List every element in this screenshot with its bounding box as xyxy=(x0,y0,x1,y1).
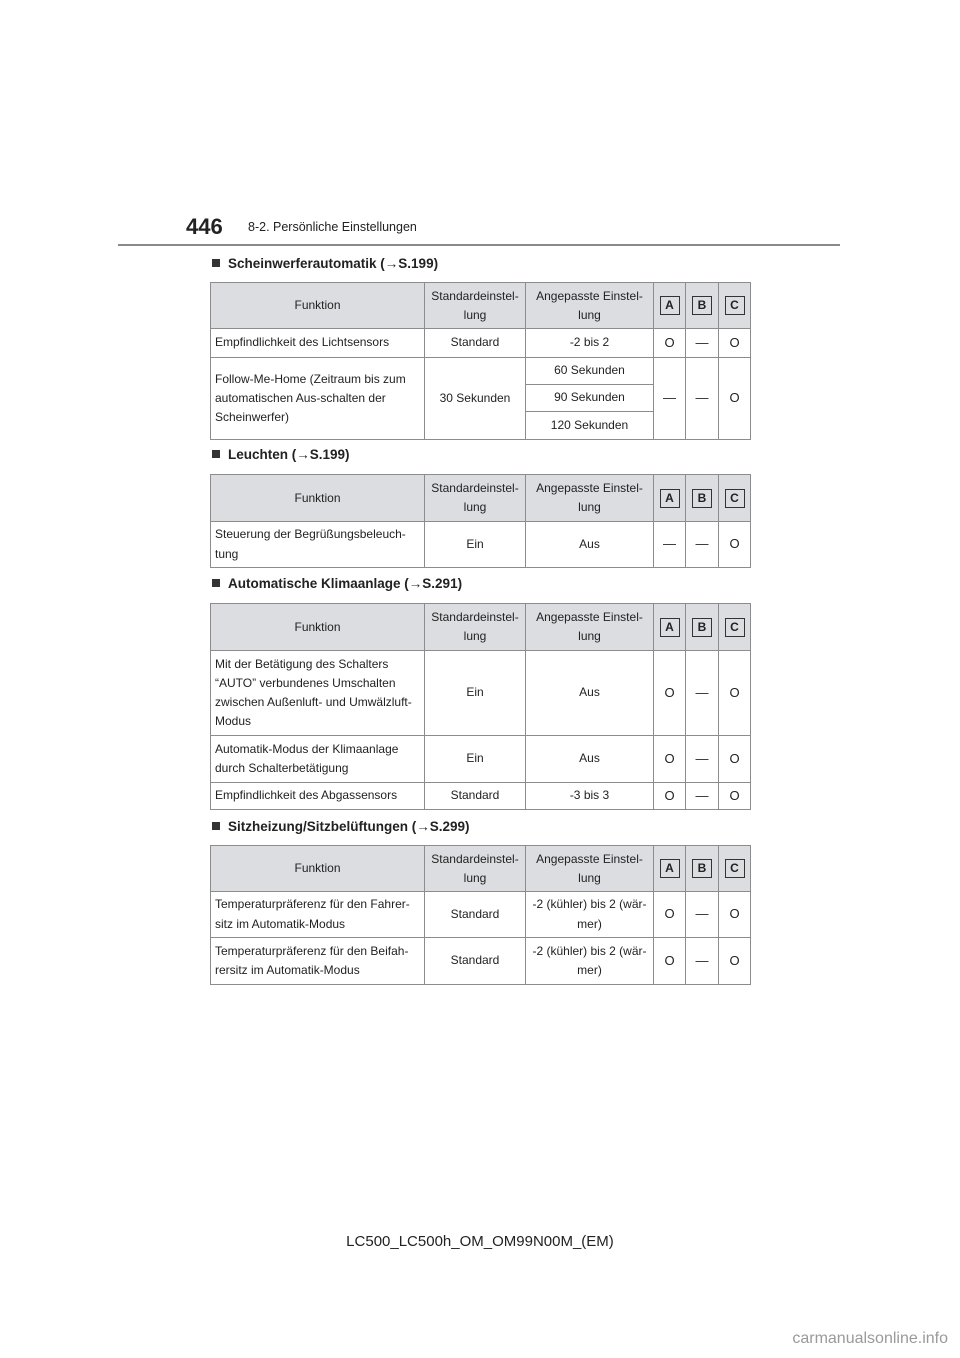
section-heading xyxy=(212,256,438,271)
cell-default: Standard xyxy=(425,329,526,358)
header-default: Standardeinstel-lung xyxy=(425,283,526,329)
header-custom: Angepasste Einstel-lung xyxy=(526,604,654,651)
cell-a: O xyxy=(654,892,686,938)
watermark: carmanualsonline.info xyxy=(792,1330,948,1347)
table-row xyxy=(211,892,751,938)
square-bullet-icon xyxy=(212,259,220,267)
section-heading-text: Scheinwerferautomatik (→S.199) xyxy=(228,256,439,271)
cell-custom: 60 Sekunden xyxy=(526,358,654,385)
cell-function: Empfindlichkeit des Lichtsensors xyxy=(211,329,425,358)
header-custom: Angepasste Einstel-lung xyxy=(526,846,654,892)
header-default: Standardeinstel-lung xyxy=(425,604,526,651)
cell-custom: Aus xyxy=(526,736,654,783)
cell-function: Temperaturpräferenz für den Fahrer-sitz im Automatik-Modus xyxy=(211,892,425,938)
cell-b: — xyxy=(686,892,719,938)
cell-b: — xyxy=(686,358,719,440)
cell-a: — xyxy=(654,358,686,440)
cell-c: O xyxy=(719,938,751,985)
cell-function: Mit der Betätigung des Schalters “AUTO” verbundenes Umschalten zwischen Außenluft- und Umwälzluft-Modus xyxy=(211,651,425,736)
cell-c: O xyxy=(719,522,751,568)
cell-c: O xyxy=(719,329,751,358)
cell-custom: 90 Sekunden xyxy=(526,385,654,412)
badge-a: A xyxy=(660,296,680,315)
table-row xyxy=(211,651,751,736)
badge-c: C xyxy=(725,489,745,508)
header-c xyxy=(719,475,751,522)
cell-custom: Aus xyxy=(526,522,654,568)
cell-custom: -2 (kühler) bis 2 (wär-mer) xyxy=(526,938,654,985)
header-c xyxy=(719,283,751,329)
table-row xyxy=(211,329,751,358)
cell-b: — xyxy=(686,736,719,783)
header-a xyxy=(654,604,686,651)
document-code: LC500_LC500h_OM_OM99N00M_(EM) xyxy=(346,1233,614,1250)
section-heading xyxy=(212,447,350,462)
table-row xyxy=(211,783,751,810)
section-heading xyxy=(212,576,462,591)
cell-default: 30 Sekunden xyxy=(425,358,526,440)
badge-b: B xyxy=(692,489,712,508)
cell-a: — xyxy=(654,522,686,568)
cell-c: O xyxy=(719,892,751,938)
header-function: Funktion xyxy=(211,846,425,892)
header-custom: Angepasste Einstel-lung xyxy=(526,283,654,329)
header-b xyxy=(686,846,719,892)
cell-default: Ein xyxy=(425,522,526,568)
cell-default: Ein xyxy=(425,651,526,736)
table-row xyxy=(211,358,751,385)
header-a xyxy=(654,283,686,329)
cell-function: Empfindlichkeit des Abgassensors xyxy=(211,783,425,810)
cell-a: O xyxy=(654,651,686,736)
table-row xyxy=(211,938,751,985)
badge-c: C xyxy=(725,859,745,878)
cell-default: Standard xyxy=(425,938,526,985)
header-b xyxy=(686,604,719,651)
badge-c: C xyxy=(725,296,745,315)
header-a xyxy=(654,475,686,522)
cell-default: Standard xyxy=(425,892,526,938)
settings-table xyxy=(210,474,751,568)
section-heading-text: Leuchten (→S.199) xyxy=(228,447,350,462)
header-b xyxy=(686,283,719,329)
cell-c: O xyxy=(719,736,751,783)
badge-a: A xyxy=(660,618,680,637)
settings-table xyxy=(210,845,751,985)
settings-table xyxy=(210,282,751,440)
header-b xyxy=(686,475,719,522)
cell-function: Follow-Me-Home (Zeitraum bis zum automatischen Aus-schalten der Scheinwerfer) xyxy=(211,358,425,440)
cell-default: Ein xyxy=(425,736,526,783)
cell-function: Steuerung der Begrüßungsbeleuch-tung xyxy=(211,522,425,568)
header-c xyxy=(719,846,751,892)
header-rule xyxy=(118,244,840,246)
badge-b: B xyxy=(692,618,712,637)
badge-b: B xyxy=(692,859,712,878)
cell-a: O xyxy=(654,938,686,985)
cell-custom: -2 bis 2 xyxy=(526,329,654,358)
cell-custom: -2 (kühler) bis 2 (wär-mer) xyxy=(526,892,654,938)
header-function: Funktion xyxy=(211,604,425,651)
square-bullet-icon xyxy=(212,579,220,587)
section-heading-text: Automatische Klimaanlage (→S.291) xyxy=(228,576,463,591)
cell-function: Automatik-Modus der Klimaanlage durch Schalterbetätigung xyxy=(211,736,425,783)
cell-b: — xyxy=(686,783,719,810)
cell-b: — xyxy=(686,522,719,568)
chapter-title: 8-2. Persönliche Einstellungen xyxy=(248,220,417,234)
header-function: Funktion xyxy=(211,283,425,329)
header-default: Standardeinstel-lung xyxy=(425,475,526,522)
header-function: Funktion xyxy=(211,475,425,522)
cell-a: O xyxy=(654,736,686,783)
cell-a: O xyxy=(654,329,686,358)
section-heading-text: Sitzheizung/Sitzbelüftungen (→S.299) xyxy=(228,819,470,834)
cell-c: O xyxy=(719,651,751,736)
cell-c: O xyxy=(719,358,751,440)
square-bullet-icon xyxy=(212,450,220,458)
cell-custom: Aus xyxy=(526,651,654,736)
cell-custom: -3 bis 3 xyxy=(526,783,654,810)
cell-function: Temperaturpräferenz für den Beifah-rersitz im Automatik-Modus xyxy=(211,938,425,985)
table-row xyxy=(211,736,751,783)
header-a xyxy=(654,846,686,892)
cell-c: O xyxy=(719,783,751,810)
header-custom: Angepasste Einstel-lung xyxy=(526,475,654,522)
badge-a: A xyxy=(660,859,680,878)
badge-a: A xyxy=(660,489,680,508)
badge-c: C xyxy=(725,618,745,637)
cell-b: — xyxy=(686,938,719,985)
header-c xyxy=(719,604,751,651)
badge-b: B xyxy=(692,296,712,315)
page-number: 446 xyxy=(186,214,223,239)
settings-table xyxy=(210,603,751,810)
section-heading xyxy=(212,819,470,834)
cell-a: O xyxy=(654,783,686,810)
cell-default: Standard xyxy=(425,783,526,810)
table-row xyxy=(211,522,751,568)
header-default: Standardeinstel-lung xyxy=(425,846,526,892)
cell-b: — xyxy=(686,651,719,736)
cell-custom: 120 Sekunden xyxy=(526,412,654,440)
cell-b: — xyxy=(686,329,719,358)
square-bullet-icon xyxy=(212,822,220,830)
